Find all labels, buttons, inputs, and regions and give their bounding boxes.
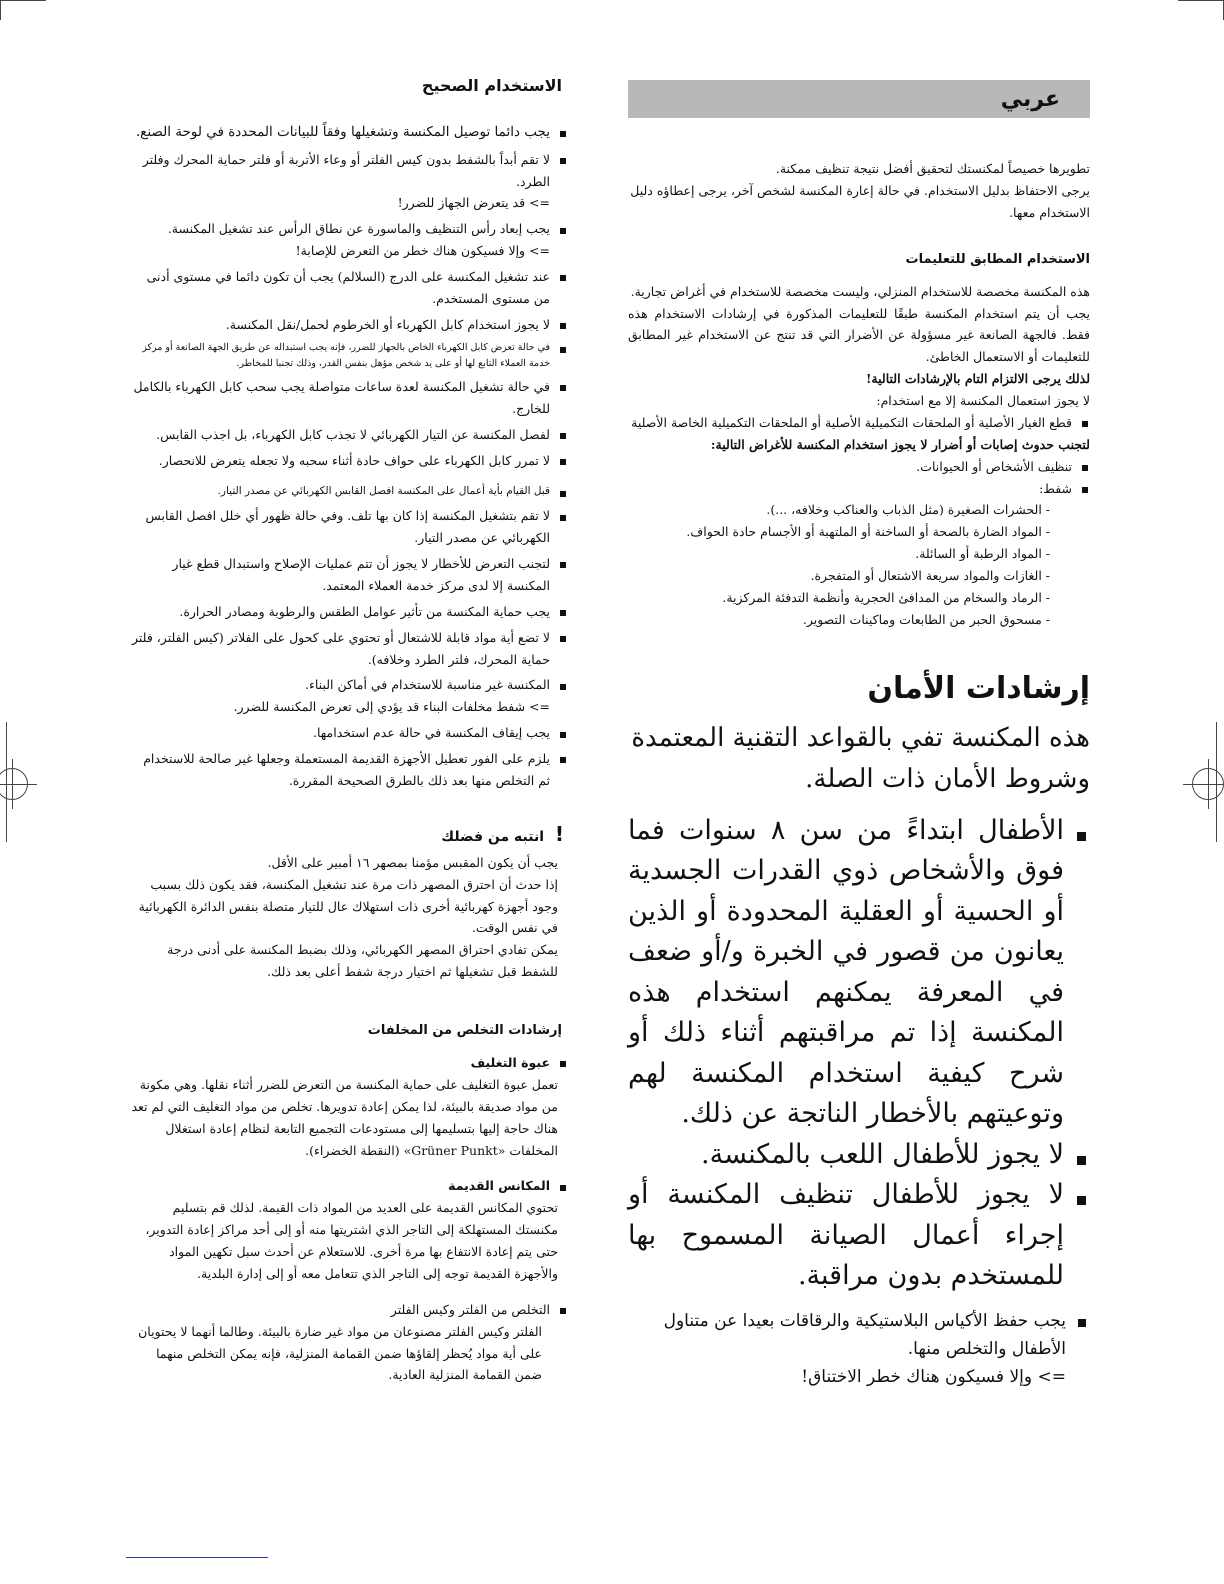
list-item	[128, 674, 568, 718]
warning-text	[128, 852, 568, 983]
filter-title: التخلص من الفلتر وكيس الفلتر	[128, 1299, 568, 1321]
registration-mark-right	[1192, 768, 1224, 800]
list-item: - المواد الضارة بالصحة أو الساخنة أو الملتهبة أو الأجسام حادة الحواف.	[628, 521, 1050, 543]
packaging-text: تعمل عبوة التغليف على حماية المكنسة من التعرض للضرر أثناء نقلها. وهي مكونة من مواد صديقة بالبيئة، لذا يمكن إعادة تدويرها. تخلص من مواد التغليف التي لم تعد هناك حاجة إليها بتسليمها إلى مستودعات التجميع التابعة لنظام إعادة استغلال المخلفات «Grüner Punkt» (النقطة الخضراء).	[131, 1076, 558, 1158]
list-item	[628, 1307, 1090, 1391]
language-label: عربي	[1000, 86, 1060, 112]
item-text: يلزم على الفور تعطيل الأجهزة القديمة المستعملة وجعلها غير صالحة للاستخدام ثم التخلص منها بعد ذلك بالطرق الصحيحة المقررة.	[143, 751, 550, 788]
usage-line: يجب أن يتم استخدام المكنسة طبقًا للتعليمات المذكورة في إرشادات الاستخدام هذه فقط. فالجهة الصانعة غير مسؤولة عن الأضرار التي قد تنتج عن الاستخدام غير المطابق للتعليمات أو الاستعمال الخاطئ.	[628, 305, 1090, 365]
item-text: لا تقم أبداً بالشفط بدون كيس الفلتر أو وعاء الأتربة أو فلتر حماية المحرك وفلتر الطرد.	[142, 151, 550, 189]
list-item	[128, 376, 568, 420]
list-item: قطع الغيار الأصلية أو الملحقات التكميلية الأصلية أو الملحقات التكميلية الخاصة الأصلية	[628, 412, 1090, 434]
usage-line: هذه المكنسة مخصصة للاستخدام المنزلي، وليست مخصصة للاستخدام في أغراض تجارية.	[630, 283, 1090, 299]
old-cleaners-block	[128, 1175, 568, 1284]
injury-warning: لتجنب حدوث إصابات أو أضرار لا يجوز استخدام المكنسة للأغراض التالية:	[710, 436, 1090, 452]
list-item: - الرماد والسخام من المدافئ الحجرية وأنظمة التدفئة المركزية.	[628, 587, 1050, 609]
crop-mark-top-left-v	[0, 0, 1, 20]
exclamation-icon: !	[554, 821, 564, 846]
warning-heading	[128, 822, 568, 846]
intro-line: تطويرها خصيصاً لمكنستك لتحقيق أفضل نتيجة تنظيف ممكنة.	[775, 161, 1090, 176]
item-text: لفصل المكنسة عن التيار الكهربائي لا تجذب كابل الكهرباء، بل اجذب القابس.	[156, 426, 550, 442]
usage-line: لذلك يرجى الالتزام التام بالإرشادات التالية!	[865, 371, 1090, 387]
list-item	[128, 722, 568, 744]
item-text: قبل القيام بأية أعمال على المكنسة افصل القابس الكهربائي عن مصدر التيار.	[217, 485, 550, 498]
list-item	[128, 121, 568, 145]
item-text: لا تمرر كابل الكهرباء على حواف حادة أثناء سحبه ولا تجعله يتعرض للانحصار.	[158, 452, 550, 468]
list-item	[128, 149, 568, 215]
list-item: شفط:	[628, 478, 1090, 500]
item-note: => قد يتعرض الجهاز للضرر!	[397, 195, 550, 211]
crop-mark-right-line	[1216, 722, 1217, 842]
suck-items-list	[628, 499, 1090, 630]
old-cleaners-text: تحتوي المكانس القديمة على العديد من المواد ذات القيمة. لذلك قم بتسليم مكنستك المستهلكة إلى التاجر الذي اشتريتها منه أو إلى أحد مراكز إعادة التدوير، حتى يتم إعادة الانتفاع بها مرة أخرى. للاستعلام عن أحدث سبل تكهين المواد والأجهزة القديمة توجه إلى التاجر الذي تتعامل معه أو إلى إدارة البلدية.	[145, 1200, 558, 1281]
registration-mark-left	[0, 768, 28, 800]
warning-line: يمكن تفادي احتراق المصهر الكهربائي، وذلك بضبط المكنسة على أدنى درجة للشفط قبل تشغيلها ثم اختيار درجة شفط أعلى بعد ذلك.	[167, 942, 558, 980]
list-item: لا يجوز للأطفال اللعب بالمكنسة.	[628, 1135, 1090, 1176]
item-text: لا تضع أية مواد قابلة للاشتعال أو تحتوي على كحول على الفلاتر (كيس الفلتر، فلتر حماية المحرك، فلتر الطرد وخلافه).	[132, 629, 550, 667]
safety-intro: هذه المكنسة تفي بالقواعد التقنية المعتمدة وشروط الأمان ذات الصلة.	[631, 722, 1090, 795]
packaging-block	[128, 1052, 568, 1161]
item-note: => شفط مخلفات البناء قد يؤدي إلى تعرض المكنسة للضرر.	[233, 699, 550, 715]
list-item	[128, 483, 568, 501]
usage-section-title: الاستخدام المطابق للتعليمات	[905, 251, 1090, 267]
left-column	[128, 70, 568, 1400]
item-text: لتجنب التعرض للأخطار لا يجوز أن تتم عمليات الإصلاح واستبدال قطع غيار المكنسة إلا لدى مركز خدمة العملاء المعتمد.	[172, 556, 550, 593]
crop-mark-top-right	[1178, 0, 1224, 1]
correct-use-list	[128, 121, 568, 792]
item-text: يجب إيقاف المكنسة في حالة عدم استخدامها.	[313, 725, 550, 741]
item-text: في حالة تشغيل المكنسة لعدة ساعات متواصلة يجب سحب كابل الكهرباء بالكامل للخارج.	[133, 378, 550, 416]
item-text: لا يجوز استخدام كابل الكهرباء أو الخرطوم لحمل/نقل المكنسة.	[225, 316, 550, 332]
list-item	[128, 748, 568, 792]
bags-text: يجب حفظ الأكياس البلاستيكية والرقاقات بعيدا عن متناول الأطفال والتخلص منها.	[663, 1310, 1066, 1359]
safety-title: إرشادات الأمان	[867, 670, 1090, 706]
correct-use-title: الاستخدام الصحيح	[421, 76, 562, 95]
intro-line: يرجى الاحتفاظ بدليل الاستخدام. في حالة إعارة المكنسة لشخص آخر، يرجى إعطاؤه دليل الاستخدام معها.	[630, 182, 1090, 220]
language-header-bar	[628, 80, 1090, 118]
list-item	[128, 314, 568, 336]
list-item: - الغازات والمواد سريعة الاشتعال أو المتفجرة.	[628, 565, 1050, 587]
list-item	[128, 266, 568, 310]
filter-text: الفلتر وكيس الفلتر مصنوعان من مواد غير ضارة بالبيئة. وطالما أنهما لا يحتويان على أية مواد يُحظر إلقاؤها ضمن القمامة المنزلية، فإنه يمكن التخلص منهما ضمن القمامة المنزلية العادية.	[138, 1323, 542, 1383]
intro-text	[628, 158, 1090, 224]
item-text: في حالة تعرض كابل الكهرباء الخاص بالجهاز للضرر، فإنه يجب استبداله عن طريق الجهة الصانعة أو مركز خدمة العملاء التابع لها أو على يد شخص مؤهل بنفس القدر، وذلك تجنبا للمخاطر.	[142, 341, 550, 369]
list-item	[128, 450, 568, 472]
list-item	[128, 340, 568, 372]
packaging-title: عبوة التغليف	[128, 1052, 568, 1074]
warning-line: إذا حدث أن احترق المصهر ذات مرة عند تشغيل المكنسة، فقد يكون ذلك بسبب وجود أجهزة كهربائية أخرى ذات استهلاك عال للتيار متصلة بنفس الدائرة الكهربائية في نفس الوقت.	[138, 876, 558, 936]
item-text: المكنسة غير مناسبة للاستخدام في أماكن البناء.	[305, 677, 550, 693]
list-item	[128, 601, 568, 623]
list-item	[128, 553, 568, 597]
warning-line: يجب أن يكون المقبس مؤمنا بمصهر ١٦ أمبير على الأقل.	[267, 854, 558, 870]
item-text: عند تشغيل المكنسة على الدرج (السلالم) يجب أن تكون دائما في مستوى أدنى من مستوى المستخدم.	[146, 269, 550, 306]
safety-list	[628, 811, 1090, 1297]
warning-title: انتبه من فضلك	[441, 828, 544, 845]
bags-note: => وإلا فسيكون هناك خطر الاختناق!	[801, 1366, 1066, 1387]
list-item: الأطفال ابتداءً من سن ٨ سنوات فما فوق والأشخاص ذوي القدرات الجسدية أو الحسية أو العقلية المحدودة أو الذين يعانون من قصور في الخبرة و/أو ضعف في المعرفة يمكنهم استخدام هذه المكنسة إذا تم مراقبتهم أثناء ذلك أو شرح كيفية استخدام المكنسة لهم وتوعيتهم بالأخطار الناتجة عن ذلك.	[628, 811, 1090, 1135]
usage-line: لا يجوز استعمال المكنسة إلا مع استخدام:	[876, 393, 1090, 408]
disposal-title: إرشادات التخلص من المخلفات	[367, 1023, 562, 1038]
list-item: - مسحوق الحبر من الطابعات وماكينات التصوير.	[628, 609, 1050, 631]
list-item	[128, 627, 568, 671]
crop-mark-left-line	[6, 722, 7, 842]
footer-rule	[126, 1557, 268, 1558]
crop-mark-top-left	[0, 0, 46, 1]
filter-block	[128, 1299, 568, 1387]
list-item: - الحشرات الصغيرة (مثل الذباب والعناكب وخلافه، ...).	[628, 499, 1050, 521]
bags-list	[628, 1307, 1090, 1391]
item-text: لا تقم بتشغيل المكنسة إذا كان بها تلف. وفي حالة ظهور أي خلل افصل القابس الكهربائي عن مصدر التيار.	[145, 508, 550, 546]
list-item	[128, 505, 568, 549]
list-item: - المواد الرطبة أو السائلة.	[628, 543, 1050, 565]
item-text: يجب إبعاد رأس التنظيف والماسورة عن نطاق الرأس عند تشغيل المكنسة.	[167, 221, 550, 237]
list-item: تنظيف الأشخاص أو الحيوانات.	[628, 456, 1090, 478]
item-text: يجب دائما توصيل المكنسة وتشغيلها وفقاً للبيانات المحددة في لوحة الصنع.	[135, 124, 550, 140]
right-column	[628, 70, 1090, 1391]
item-note: => وإلا فسيكون هناك خطر من التعرض للإصابة!	[295, 243, 550, 259]
item-text: يجب حماية المكنسة من تأثير عوامل الطقس والرطوبة ومصادر الحرارة.	[179, 603, 550, 619]
usage-text	[628, 281, 1090, 631]
list-item: لا يجوز للأطفال تنظيف المكنسة أو إجراء أعمال الصيانة المسموح بها للمستخدم بدون مراقبة.	[628, 1175, 1090, 1297]
old-cleaners-title: المكانس القديمة	[128, 1175, 568, 1197]
list-item	[128, 218, 568, 262]
list-item	[128, 424, 568, 446]
